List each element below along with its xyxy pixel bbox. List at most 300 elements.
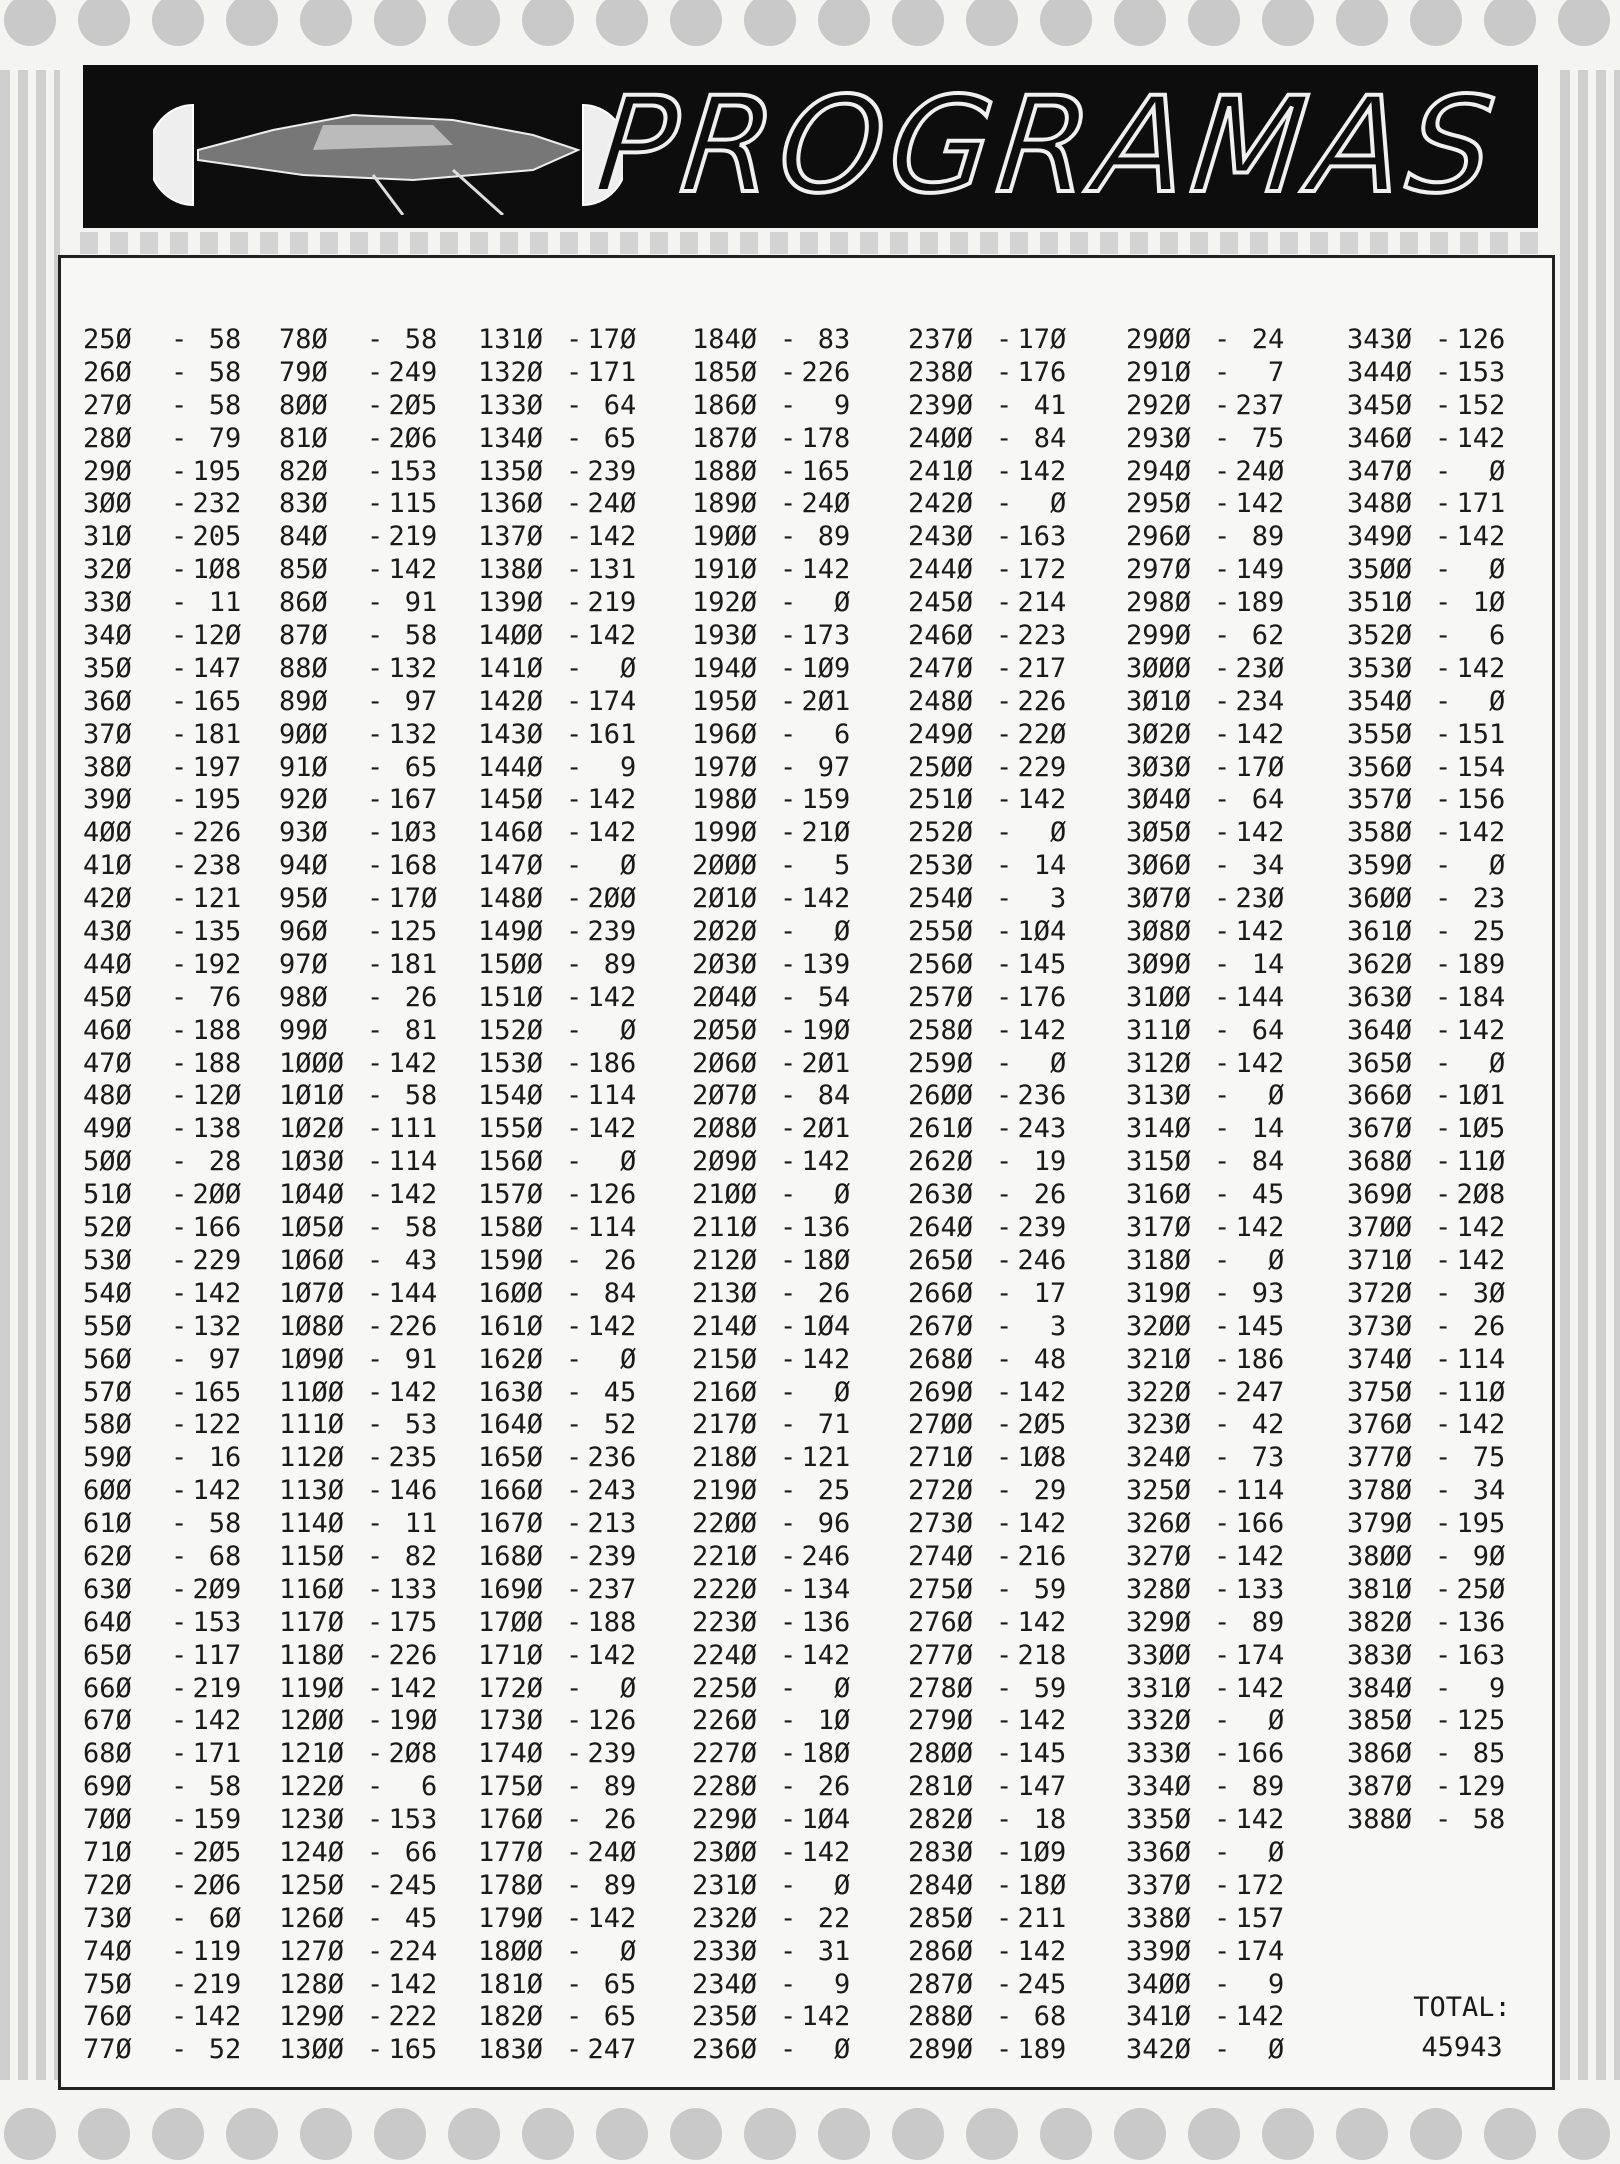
line-number: 273Ø: [908, 1508, 974, 1540]
line-number: 4ØØ: [83, 817, 132, 849]
separator: -: [780, 1343, 797, 1375]
separator: -: [171, 1080, 188, 1112]
line-number: 243Ø: [908, 521, 974, 553]
decorative-dot: [818, 0, 870, 46]
separator: -: [1435, 422, 1452, 454]
checksum-value: 142: [192, 1475, 242, 1507]
line-number: 335Ø: [1126, 1804, 1192, 1836]
checksum-value: 247: [1235, 1376, 1285, 1408]
decorative-dot: [1114, 0, 1166, 46]
separator: -: [171, 1442, 188, 1474]
table-row: [692, 488, 850, 521]
line-number: 276Ø: [908, 1606, 974, 1638]
separator: -: [171, 948, 188, 980]
line-number: 82Ø: [279, 455, 328, 487]
line-number: 372Ø: [1347, 1277, 1413, 1309]
table-row: [83, 1212, 241, 1245]
table-row: [1126, 1771, 1284, 1804]
checksum-value: 189: [1456, 948, 1506, 980]
table-row: [908, 1837, 1066, 1870]
separator: -: [780, 1047, 797, 1079]
separator: -: [780, 1935, 797, 1967]
separator: -: [996, 652, 1013, 684]
table-row: [83, 850, 241, 883]
line-number: 32Ø: [83, 554, 132, 586]
table-row: [908, 488, 1066, 521]
line-number: 156Ø: [478, 1146, 544, 1178]
checksum-value: 65: [603, 422, 637, 454]
separator: -: [367, 1935, 384, 1967]
table-row: [908, 1475, 1066, 1508]
table-row: [279, 1607, 437, 1640]
table-row: [1347, 982, 1505, 1015]
table-row: [1347, 916, 1505, 949]
separator: -: [171, 1277, 188, 1309]
separator: -: [367, 1212, 384, 1244]
table-row: [478, 1048, 636, 1081]
checksum-value: 75: [1472, 1442, 1506, 1474]
checksum-value: 239: [587, 1540, 637, 1572]
line-number: 175Ø: [478, 1771, 544, 1803]
column-4: [692, 324, 850, 2067]
checksum-value: 171: [1456, 488, 1506, 520]
table-row: [1126, 1508, 1284, 1541]
separator: -: [1214, 1705, 1231, 1737]
separator: -: [996, 1409, 1013, 1441]
checksum-value: 58: [404, 1212, 438, 1244]
checksum-value: 114: [388, 1146, 438, 1178]
line-number: 1Ø7Ø: [279, 1277, 345, 1309]
separator: -: [171, 1014, 188, 1046]
bottom-dot-border: [0, 2108, 1620, 2164]
line-number: 2Ø7Ø: [692, 1080, 758, 1112]
line-number: 8ØØ: [279, 389, 328, 421]
table-row: [478, 1179, 636, 1212]
table-row: [279, 653, 437, 686]
table-row: [1126, 752, 1284, 785]
line-number: 239Ø: [908, 389, 974, 421]
separator: -: [996, 2034, 1013, 2066]
table-row: [478, 521, 636, 554]
separator: -: [171, 916, 188, 948]
checksum-value: 142: [1017, 784, 1067, 816]
line-number: 42Ø: [83, 883, 132, 915]
line-number: 16ØØ: [478, 1277, 544, 1309]
table-row: [83, 982, 241, 1015]
separator: -: [367, 554, 384, 586]
table-row: [692, 1344, 850, 1377]
line-number: 261Ø: [908, 1113, 974, 1145]
line-number: 114Ø: [279, 1508, 345, 1540]
checksum-value: 24Ø: [587, 488, 637, 520]
table-row: [279, 686, 437, 719]
checksum-value: 84: [817, 1080, 851, 1112]
line-number: 132Ø: [478, 356, 544, 388]
separator: -: [1214, 1113, 1231, 1145]
line-number: 1Ø5Ø: [279, 1212, 345, 1244]
decorative-dot: [226, 0, 278, 46]
checksum-value: 189: [1235, 587, 1285, 619]
line-number: 185Ø: [692, 356, 758, 388]
checksum-value: 159: [192, 1804, 242, 1836]
line-number: 178Ø: [478, 1869, 544, 1901]
line-number: 33ØØ: [1126, 1639, 1192, 1671]
separator: -: [367, 2034, 384, 2066]
checksum-value: Ø: [1268, 1080, 1285, 1112]
table-row: [83, 1080, 241, 1113]
line-number: 387Ø: [1347, 1771, 1413, 1803]
separator: -: [1435, 1508, 1452, 1540]
checksum-value: 142: [801, 2001, 851, 2033]
table-row: [478, 1442, 636, 1475]
separator: -: [1214, 916, 1231, 948]
table-row: [1126, 1179, 1284, 1212]
line-number: 12ØØ: [279, 1705, 345, 1737]
separator: -: [780, 751, 797, 783]
line-number: 232Ø: [692, 1902, 758, 1934]
line-number: 343Ø: [1347, 324, 1413, 355]
line-number: 326Ø: [1126, 1508, 1192, 1540]
table-row: [83, 1442, 241, 1475]
separator: -: [1435, 356, 1452, 388]
separator: -: [171, 488, 188, 520]
checksum-value: 25: [817, 1475, 851, 1507]
separator: -: [367, 488, 384, 520]
checksum-value: 152: [1456, 389, 1506, 421]
separator: -: [367, 1113, 384, 1145]
checksum-value: 18Ø: [801, 1244, 851, 1276]
checksum-value: 84: [603, 1277, 637, 1309]
table-row: [1126, 1113, 1284, 1146]
table-row: [1347, 1146, 1505, 1179]
checksum-value: 58: [404, 324, 438, 355]
checksum-value: 142: [1235, 718, 1285, 750]
table-row: [692, 1442, 850, 1475]
table-row: [908, 883, 1066, 916]
checksum-value: Ø: [620, 1672, 637, 1704]
table-row: [908, 1311, 1066, 1344]
line-number: 244Ø: [908, 554, 974, 586]
table-row: [478, 752, 636, 785]
checksum-value: 133: [388, 1573, 438, 1605]
table-row: [279, 1212, 437, 1245]
separator: -: [566, 1639, 583, 1671]
line-number: 147Ø: [478, 850, 544, 882]
line-number: 234Ø: [692, 1968, 758, 2000]
separator: -: [367, 1606, 384, 1638]
line-number: 266Ø: [908, 1277, 974, 1309]
checksum-value: 96: [817, 1508, 851, 1540]
separator: -: [1214, 2034, 1231, 2066]
table-row: [478, 850, 636, 883]
checksum-value: Ø: [620, 850, 637, 882]
checksum-value: 219: [587, 587, 637, 619]
checksum-value: 181: [388, 948, 438, 980]
checksum-value: Ø: [1050, 488, 1067, 520]
checksum-value: 142: [1235, 1540, 1285, 1572]
table-row: [1347, 1179, 1505, 1212]
line-number: 348Ø: [1347, 488, 1413, 520]
checksum-value: 59: [1033, 1573, 1067, 1605]
line-number: 259Ø: [908, 1047, 974, 1079]
separator: -: [566, 751, 583, 783]
decorative-dot: [152, 0, 204, 46]
checksum-value: 237: [1235, 389, 1285, 421]
line-number: 31ØØ: [1126, 981, 1192, 1013]
line-number: 24ØØ: [908, 422, 974, 454]
checksum-value: 1Ø4: [801, 1804, 851, 1836]
table-row: [692, 1673, 850, 1706]
separator: -: [367, 784, 384, 816]
separator: -: [1435, 1113, 1452, 1145]
separator: -: [171, 1573, 188, 1605]
separator: -: [1435, 1179, 1452, 1211]
separator: -: [780, 1738, 797, 1770]
separator: -: [1214, 356, 1231, 388]
line-number: 34ØØ: [1126, 1968, 1192, 2000]
separator: -: [566, 620, 583, 652]
table-row: [478, 1475, 636, 1508]
checksum-value: 23: [1472, 883, 1506, 915]
line-number: 39Ø: [83, 784, 132, 816]
table-row: [908, 1574, 1066, 1607]
checksum-value: 167: [388, 784, 438, 816]
line-number: 47Ø: [83, 1047, 132, 1079]
separator: -: [566, 1935, 583, 1967]
line-number: 3Ø7Ø: [1126, 883, 1192, 915]
checksum-value: 34: [1472, 1475, 1506, 1507]
decorative-dot: [596, 0, 648, 46]
line-number: 194Ø: [692, 652, 758, 684]
table-row: [908, 752, 1066, 785]
table-row: [279, 1179, 437, 1212]
checksum-value: 73: [1251, 1442, 1285, 1474]
line-number: 235Ø: [692, 2001, 758, 2033]
table-row: [1347, 1607, 1505, 1640]
checksum-value: Ø: [1489, 455, 1506, 487]
separator: -: [171, 784, 188, 816]
separator: -: [1214, 422, 1231, 454]
line-number: 7ØØ: [83, 1804, 132, 1836]
table-row: [692, 752, 850, 785]
separator: -: [171, 1212, 188, 1244]
table-row: [1126, 1936, 1284, 1969]
line-number: 346Ø: [1347, 422, 1413, 454]
table-row: [279, 1738, 437, 1771]
table-row: [83, 817, 241, 850]
checksum-value: 91: [404, 1343, 438, 1375]
line-number: 154Ø: [478, 1080, 544, 1112]
checksum-value: 11: [404, 1508, 438, 1540]
checksum-value: 144: [1235, 981, 1285, 1013]
separator: -: [1214, 1442, 1231, 1474]
line-number: 197Ø: [692, 751, 758, 783]
checksum-value: 97: [208, 1343, 242, 1375]
separator: -: [780, 1146, 797, 1178]
line-number: 334Ø: [1126, 1771, 1192, 1803]
table-row: [279, 949, 437, 982]
line-number: 71Ø: [83, 1836, 132, 1868]
separator: -: [367, 356, 384, 388]
separator: -: [566, 1047, 583, 1079]
checksum-value: 142: [1017, 1705, 1067, 1737]
table-row: [83, 1903, 241, 1936]
separator: -: [996, 1606, 1013, 1638]
checksum-value: 195: [192, 455, 242, 487]
checksum-value: 89: [817, 521, 851, 553]
separator: -: [1214, 883, 1231, 915]
separator: -: [1435, 1475, 1452, 1507]
line-number: 136Ø: [478, 488, 544, 520]
table-row: [908, 982, 1066, 1015]
separator: -: [1214, 521, 1231, 553]
line-number: 331Ø: [1126, 1672, 1192, 1704]
table-row: [1347, 620, 1505, 653]
table-row: [908, 1640, 1066, 1673]
checksum-value: 45: [1251, 1179, 1285, 1211]
line-number: 41Ø: [83, 850, 132, 882]
separator: -: [367, 1277, 384, 1309]
table-row: [279, 1080, 437, 1113]
checksum-value: 142: [388, 1179, 438, 1211]
table-row: [1126, 1015, 1284, 1048]
checksum-value: 153: [192, 1606, 242, 1638]
separator: -: [996, 455, 1013, 487]
checksum-value: 166: [192, 1212, 242, 1244]
line-number: 2Ø6Ø: [692, 1047, 758, 1079]
line-number: 377Ø: [1347, 1442, 1413, 1474]
separator: -: [171, 1804, 188, 1836]
checksum-value: 6: [421, 1771, 438, 1803]
checksum-value: 142: [388, 1047, 438, 1079]
separator: -: [1214, 389, 1231, 421]
line-number: 327Ø: [1126, 1540, 1192, 1572]
line-number: 374Ø: [1347, 1343, 1413, 1375]
separator: -: [566, 1244, 583, 1276]
line-number: 54Ø: [83, 1277, 132, 1309]
separator: -: [566, 1804, 583, 1836]
checksum-value: 133: [1235, 1573, 1285, 1605]
checksum-value: 142: [1235, 1804, 1285, 1836]
table-row: [83, 686, 241, 719]
separator: -: [566, 916, 583, 948]
checksum-value: 142: [587, 1639, 637, 1671]
line-number: 115Ø: [279, 1540, 345, 1572]
table-row: [279, 1705, 437, 1738]
checksum-value: 222: [388, 2001, 438, 2033]
line-number: 295Ø: [1126, 488, 1192, 520]
line-number: 369Ø: [1347, 1179, 1413, 1211]
checksum-value: 24Ø: [801, 488, 851, 520]
table-row: [279, 2034, 437, 2067]
line-number: 67Ø: [83, 1705, 132, 1737]
checksum-value: 154: [1456, 751, 1506, 783]
checksum-value: 129: [1456, 1771, 1506, 1803]
separator: -: [367, 1771, 384, 1803]
line-number: 26Ø: [83, 356, 132, 388]
table-row: [83, 1705, 241, 1738]
separator: -: [1435, 324, 1452, 355]
table-row: [692, 1804, 850, 1837]
separator: -: [996, 883, 1013, 915]
checksum-value: 181: [192, 718, 242, 750]
table-row: [1347, 949, 1505, 982]
line-number: 316Ø: [1126, 1179, 1192, 1211]
line-number: 328Ø: [1126, 1573, 1192, 1605]
separator: -: [367, 916, 384, 948]
table-row: [1126, 1969, 1284, 2002]
separator: -: [996, 784, 1013, 816]
separator: -: [1214, 751, 1231, 783]
line-number: 347Ø: [1347, 455, 1413, 487]
table-row: [908, 620, 1066, 653]
separator: -: [996, 1508, 1013, 1540]
separator: -: [996, 817, 1013, 849]
line-number: 249Ø: [908, 718, 974, 750]
separator: -: [1435, 1606, 1452, 1638]
table-row: [1347, 1113, 1505, 1146]
separator: -: [171, 1376, 188, 1408]
separator: -: [996, 1442, 1013, 1474]
checksum-value: 165: [192, 1376, 242, 1408]
table-row: [692, 1311, 850, 1344]
decorative-dot: [4, 0, 56, 46]
checksum-value: 58: [208, 324, 242, 355]
column-7: [1347, 324, 1505, 1837]
separator: -: [367, 1902, 384, 1934]
checksum-value: 163: [1456, 1639, 1506, 1671]
line-number: 386Ø: [1347, 1738, 1413, 1770]
table-row: [83, 916, 241, 949]
separator: -: [780, 1639, 797, 1671]
line-number: 341Ø: [1126, 2001, 1192, 2033]
line-number: 169Ø: [478, 1573, 544, 1605]
checksum-value: 19Ø: [801, 1014, 851, 1046]
separator: -: [367, 1047, 384, 1079]
separator: -: [1214, 1540, 1231, 1572]
line-number: 139Ø: [478, 587, 544, 619]
table-row: [83, 423, 241, 456]
total-value: 45943: [1421, 2032, 1503, 2063]
table-row: [478, 1673, 636, 1706]
separator: -: [367, 1343, 384, 1375]
decorative-dot: [1336, 0, 1388, 46]
line-number: 188Ø: [692, 455, 758, 487]
table-row: [1347, 1080, 1505, 1113]
table-row: [692, 719, 850, 752]
line-number: 97Ø: [279, 948, 328, 980]
table-row: [478, 1508, 636, 1541]
separator: -: [1214, 1014, 1231, 1046]
checksum-value: 142: [1456, 521, 1506, 553]
checksum-value: 2Ø1: [801, 685, 851, 717]
line-number: 1Ø1Ø: [279, 1080, 345, 1112]
checksum-value: 121: [192, 883, 242, 915]
separator: -: [566, 1836, 583, 1868]
separator: -: [171, 389, 188, 421]
checksum-value: 138: [192, 1113, 242, 1145]
checksum-value: 236: [1017, 1080, 1067, 1112]
checksum-value: 1Ø4: [801, 1310, 851, 1342]
line-number: 176Ø: [478, 1804, 544, 1836]
line-number: 3ØØØ: [1126, 652, 1192, 684]
line-number: 119Ø: [279, 1672, 345, 1704]
checksum-value: 142: [587, 817, 637, 849]
separator: -: [996, 1179, 1013, 1211]
total-label: TOTAL:: [1413, 1992, 1511, 2023]
line-number: 83Ø: [279, 488, 328, 520]
separator: -: [1435, 1672, 1452, 1704]
